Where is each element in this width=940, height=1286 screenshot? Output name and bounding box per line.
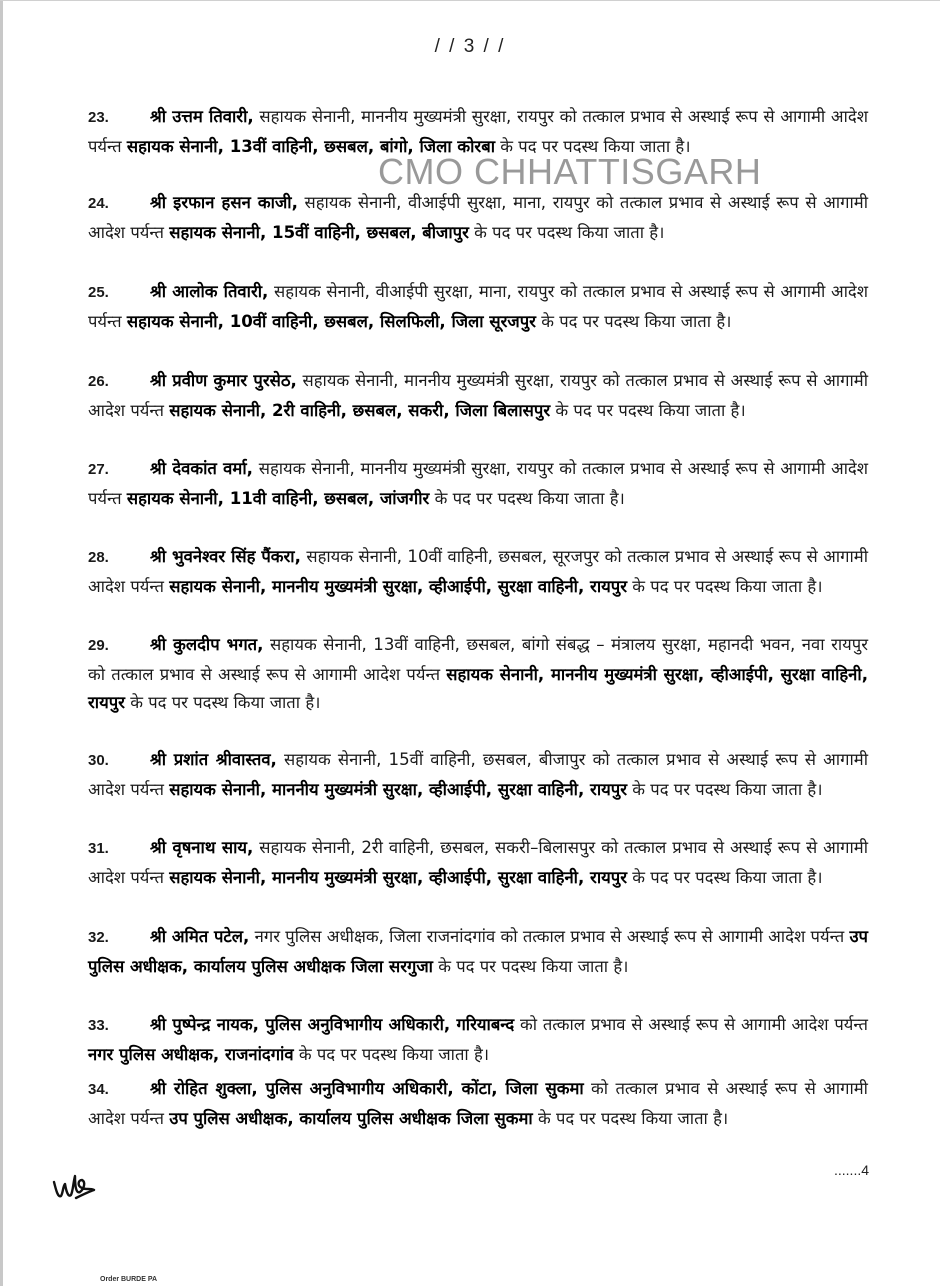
officer-name: श्री कुलदीप भगत, xyxy=(150,635,264,654)
item-number: 29. xyxy=(88,637,109,654)
footer-note: Order BURDE PA xyxy=(100,1276,158,1283)
officer-name: श्री रोहित शुक्ला, पुलिस अनुविभागीय अधिकारी, कोंटा, जिला सुकमा xyxy=(150,1079,584,1098)
new-posting: सहायक सेनानी, माननीय मुख्यमंत्री सुरक्षा, व्हीआईपी, सुरक्षा वाहिनी, रायपुर xyxy=(88,664,868,712)
new-posting: उप पुलिस अधीक्षक, कार्यालय पुलिस अधीक्षक जिला सरगुजा xyxy=(88,927,868,976)
closing-text: के पद पर पदस्थ किया जाता है। xyxy=(468,222,665,242)
scan-top-edge xyxy=(0,0,940,1)
current-posting-text: सहायक सेनानी, 15वीं वाहिनी, छसबल, बीजापुर को तत्काल प्रभाव से अस्थाई रूप से आगामी आदेश पर्यन्त xyxy=(88,750,868,799)
closing-text: के पद पर पदस्थ किया जाता है। xyxy=(532,1108,729,1128)
item-number: 23. xyxy=(88,109,109,126)
order-item-34 xyxy=(88,1075,868,1133)
new-posting: सहायक सेनानी, 10वीं वाहिनी, छसबल, सिलफिली, जिला सूरजपुर xyxy=(126,311,536,331)
officer-name: श्री भुवनेश्वर सिंह पैंकरा, xyxy=(150,547,301,566)
new-posting: उप पुलिस अधीक्षक, कार्यालय पुलिस अधीक्षक जिला सुकमा xyxy=(169,1108,533,1128)
current-posting-text: सहायक सेनानी, 2री वाहिनी, छसबल, सकरी–बिलासपुर को तत्काल प्रभाव से अस्थाई रूप से आगामी आदेश पर्यन्त xyxy=(88,838,868,887)
current-posting-text: सहायक सेनानी, वीआईपी सुरक्षा, माना, रायपुर को तत्काल प्रभाव से अस्थाई रूप से आगामी आदेश पर्यन्त xyxy=(88,282,869,331)
new-posting: सहायक सेनानी, 13वीं वाहिनी, छसबल, बांगो, जिला कोरबा xyxy=(126,136,495,156)
officer-name: श्री वृषनाथ साय, xyxy=(150,838,254,857)
new-posting: सहायक सेनानी, माननीय मुख्यमंत्री सुरक्षा, व्हीआईपी, सुरक्षा वाहिनी, रायपुर xyxy=(169,867,627,887)
current-posting-text: सहायक सेनानी, माननीय मुख्यमंत्री सुरक्षा, रायपुर को तत्काल प्रभाव से अस्थाई रूप से आगामी आदेश पर्यन्त xyxy=(88,459,869,508)
item-number: 32. xyxy=(88,929,109,946)
order-item-30 xyxy=(88,746,868,804)
new-posting: सहायक सेनानी, माननीय मुख्यमंत्री सुरक्षा, व्हीआईपी, सुरक्षा वाहिनी, रायपुर xyxy=(169,576,627,596)
closing-text: के पद पर पदस्थ किया जाता है। xyxy=(429,488,625,508)
watermark-cmo-chhattisgarh: CMO CHHATTISGARH xyxy=(378,151,762,192)
item-number: 25. xyxy=(88,284,109,301)
closing-text: के पद पर पदस्थ किया जाता है। xyxy=(495,136,691,156)
order-item-24 xyxy=(88,189,868,247)
item-number: 30. xyxy=(88,752,109,769)
closing-text: के पद पर पदस्थ किया जाता है। xyxy=(550,400,746,420)
new-posting: सहायक सेनानी, 11वी वाहिनी, छसबल, जांजगीर xyxy=(126,488,430,508)
continued-page-marker: .......4 xyxy=(834,1162,870,1178)
current-posting-text: सहायक सेनानी, 13वीं वाहिनी, छसबल, बांगो संबद्ध – मंत्रालय सुरक्षा, महानदी भवन, नवा रायपुर को तत्काल प्रभाव से अस्थाई रूप से आगामी आदेश पर्यन्त xyxy=(88,635,868,684)
current-posting-text: नगर पुलिस अधीक्षक, जिला राजनांदगांव को तत्काल प्रभाव से अस्थाई रूप से आगामी आदेश पर्यन्त xyxy=(249,927,850,946)
order-item-27 xyxy=(88,455,868,513)
new-posting: सहायक सेनानी, 2री वाहिनी, छसबल, सकरी, जिला बिलासपुर xyxy=(169,400,551,420)
page-number-header: / / 3 / / xyxy=(434,36,506,57)
new-posting: सहायक सेनानी, माननीय मुख्यमंत्री सुरक्षा, व्हीआईपी, सुरक्षा वाहिनी, रायपुर xyxy=(169,779,627,799)
officer-name: श्री देवकांत वर्मा, xyxy=(150,459,253,478)
officer-name: श्री प्रशांत श्रीवास्तव, xyxy=(150,750,277,769)
current-posting-text: को तत्काल प्रभाव से अस्थाई रूप से आगामी आदेश पर्यन्त xyxy=(88,1079,868,1128)
item-number: 24. xyxy=(88,195,109,212)
order-item-29 xyxy=(88,631,868,718)
new-posting: नगर पुलिस अधीक्षक, राजनांदगांव xyxy=(88,1044,294,1064)
order-item-32 xyxy=(88,923,868,981)
current-posting-text: को तत्काल प्रभाव से अस्थाई रूप से आगामी आदेश पर्यन्त xyxy=(514,1015,868,1034)
closing-text: के पद पर पदस्थ किया जाता है। xyxy=(293,1044,490,1064)
closing-text: के पद पर पदस्थ किया जाता है। xyxy=(432,956,629,976)
closing-text: के पद पर पदस्थ किया जाता है। xyxy=(626,867,823,887)
order-item-31 xyxy=(88,834,868,892)
order-item-33 xyxy=(88,1011,868,1069)
order-item-23 xyxy=(88,103,868,161)
item-number: 27. xyxy=(88,461,109,478)
officer-name: श्री उत्तम तिवारी, xyxy=(150,107,254,126)
item-number: 26. xyxy=(88,373,109,390)
order-item-25 xyxy=(88,278,868,336)
order-item-26 xyxy=(88,367,868,425)
closing-text: के पद पर पदस्थ किया जाता है। xyxy=(626,576,823,596)
scan-left-edge xyxy=(0,0,3,1286)
current-posting-text: सहायक सेनानी, माननीय मुख्यमंत्री सुरक्षा, रायपुर को तत्काल प्रभाव से अस्थाई रूप से आगामी आदेश पर्यन्त xyxy=(88,371,869,420)
current-posting-text: सहायक सेनानी, वीआईपी सुरक्षा, माना, रायपुर को तत्काल प्रभाव से अस्थाई रूप से आगामी आदेश पर्यन्त xyxy=(88,193,869,242)
handwritten-signature-icon xyxy=(50,1166,110,1206)
officer-name: श्री प्रवीण कुमार पुरसेठ, xyxy=(150,371,297,390)
closing-text: के पद पर पदस्थ किया जाता है। xyxy=(535,311,732,331)
order-item-28 xyxy=(88,543,868,601)
closing-text: के पद पर पदस्थ किया जाता है। xyxy=(124,693,321,712)
officer-name: श्री इरफान हसन काजी, xyxy=(150,193,298,212)
item-number: 28. xyxy=(88,549,109,566)
item-number: 34. xyxy=(88,1081,109,1098)
item-number: 33. xyxy=(88,1017,109,1034)
officer-name: श्री आलोक तिवारी, xyxy=(150,282,269,301)
officer-name: श्री अमित पटेल, xyxy=(150,927,250,946)
officer-name: श्री पुष्पेन्द्र नायक, पुलिस अनुविभागीय अधिकारी, गरियाबन्द xyxy=(150,1015,515,1034)
current-posting-text: सहायक सेनानी, माननीय मुख्यमंत्री सुरक्षा, रायपुर को तत्काल प्रभाव से अस्थाई रूप से आगामी आदेश पर्यन्त xyxy=(88,107,868,156)
item-number: 31. xyxy=(88,840,109,857)
closing-text: के पद पर पदस्थ किया जाता है। xyxy=(626,779,823,799)
new-posting: सहायक सेनानी, 15वीं वाहिनी, छसबल, बीजापुर xyxy=(169,222,469,242)
current-posting-text: सहायक सेनानी, 10वीं वाहिनी, छसबल, सूरजपुर को तत्काल प्रभाव से अस्थाई रूप से आगामी आदेश पर्यन्त xyxy=(88,547,868,596)
